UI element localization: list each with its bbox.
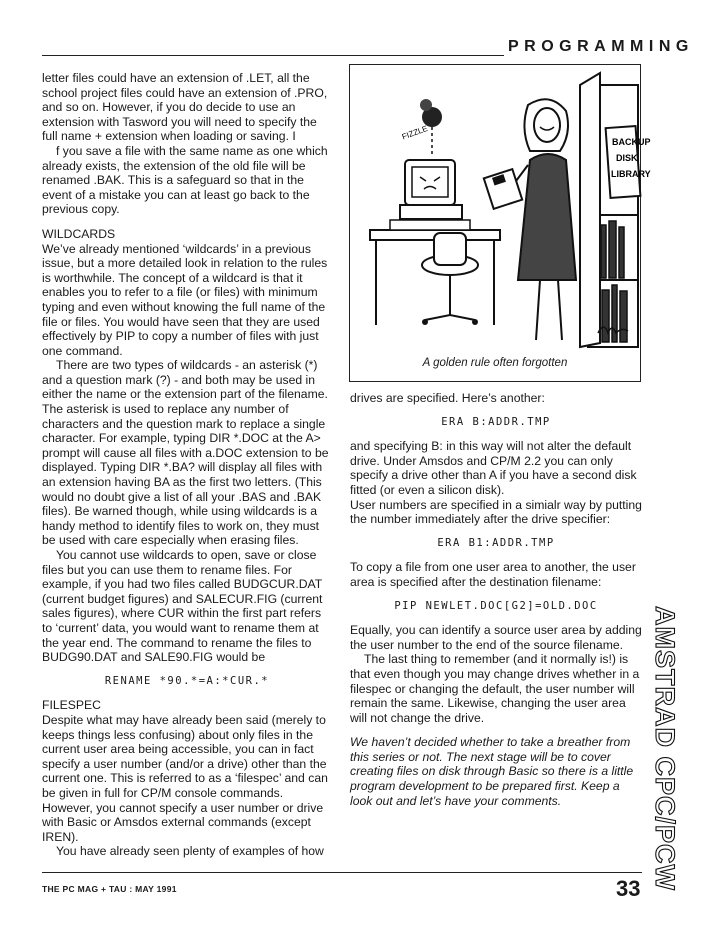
paragraph: User numbers are specified in a simialr way by putting the number immediately after the drive specifier: — [350, 497, 642, 527]
paragraph: We’ve already mentioned ‘wildcards’ in a previous issue, but a more detailed look in relation to the rules is worthwhile. The concept of a wildcard is that it enables you to refer to a file (or files) with minimum typing and even without knowing the full name of the file or files. You would have seen that they are used effectively by PIP to copy a number of files with just one command. — [42, 241, 328, 358]
side-label-svg — [648, 602, 688, 891]
right-column — [350, 391, 642, 808]
spacer — [350, 725, 642, 735]
header-rule — [42, 55, 504, 56]
paragraph: letter files could have an extension of .LET, all the school project files could have an extension of .PRO, and so on. However, if you do decide to use an extension with Tasword you will need to specify the full name + extension when loading or saving. I — [42, 71, 328, 144]
spacer — [42, 217, 332, 227]
footer-issue: THE PC MAG + TAU : MAY 1991 — [42, 884, 177, 894]
svg-text:DISK: DISK — [616, 153, 638, 163]
paragraph: You have already seen plenty of examples of how — [56, 844, 324, 859]
svg-text:BACKUP: BACKUP — [612, 137, 651, 147]
side-label-text: AMSTRAD CPC/PCW — [650, 606, 680, 891]
section-heading-filespec: FILESPEC — [42, 698, 101, 713]
code-line: ERA B:ADDR.TMP — [441, 415, 551, 428]
fizzle-text: FIZZLE — [400, 123, 429, 142]
closing-note: We haven’t decided whether to take a breather from this series or not. The next stage will be to cover creating files on disk through Basic so there is a little program development to be prepared first. Keep a look out and let’s have your comments. — [350, 735, 634, 808]
figure-caption: A golden rule often forgotten — [422, 357, 568, 369]
paragraph: and specifying B: in this way will not alter the default drive. Under Amsdos and CP/M 2.2 you can only specify a drive other than A if you have a second disk fitted (or even a silicon disk). — [350, 439, 637, 497]
paragraph: The last thing to remember (and it normally is!) is that even though you may change drives whether in a filespec or changing the default, the user number will remain the same. Likewise, changing the user area will not change the drive. — [350, 652, 640, 725]
left-column — [42, 71, 332, 859]
section-title: PROGRAMMING — [508, 38, 694, 55]
paragraph: Despite what may have already been said (merely to keeps things less confusing) about only files in the current user area being accessible, you can in fact specify a user number (and/or a drive) other than the current one. This is referred to as a ‘filespec’ and can be given in full for CP/M console commands. However, you cannot specify a user number or drive with Basic or Amsdos external commands (except IREN). — [42, 712, 328, 844]
code-line: PIP NEWLET.DOC[G2]=OLD.DOC — [394, 599, 598, 612]
code-line: ERA B1:ADDR.TMP — [437, 536, 555, 549]
side-label — [648, 602, 688, 891]
paragraph: f you save a file with the same name as one which already exists, the extension of the old file will be renamed .BAK. This is a safeguard so that in the event of a mistake you can at least go back to the previous copy. — [42, 143, 328, 217]
cartoon-figure — [349, 64, 651, 382]
section-heading-wildcards: WILDCARDS — [42, 226, 116, 241]
page-number: 33 — [616, 876, 641, 901]
cartoon-illustration — [350, 65, 651, 355]
paragraph: Equally, you can identify a source user area by adding the user number to the end of the source filename. — [350, 623, 642, 652]
svg-text:LIBRARY: LIBRARY — [611, 169, 651, 179]
code-line: RENAME *90.*=A:*CUR.* — [104, 674, 270, 687]
paragraph: You cannot use wildcards to open, save or close files but you can use them to rename files. For example, if you had two files called BUDGCUR.DAT (current budget figures) and SALECUR.FIG (current sales figures), where CUR within the first part refers to ‘current’ data, you would want to rename them at the year end. The command to rename the files to BUDG90.DAT and SALE90.FIG would be — [42, 548, 323, 665]
paragraph: To copy a file from one user area to another, the user area is specified after the destination filename: — [350, 560, 636, 589]
paragraph: There are two types of wildcards - an asterisk (*) and a question mark (?) - and both may be used in either the name or the extension part of the filename. The asterisk is used to replace any number of characters and the question mark to replace a single character. For example, typing DIR *.DOC at the A> prompt will cause all files with a.DOC extension to be displayed. Typing DIR *.BA? will display all files with an extension having BA as the first two letters. (This would no doubt give a list of all your .BAS and .BAK files). Be warned though, while using wildcards is a handy method to identify files to work on, they must be used with care especially when erasing files. — [42, 358, 329, 548]
paragraph: drives are specified. Here’s another: — [350, 391, 545, 405]
footer-rule — [42, 872, 642, 873]
